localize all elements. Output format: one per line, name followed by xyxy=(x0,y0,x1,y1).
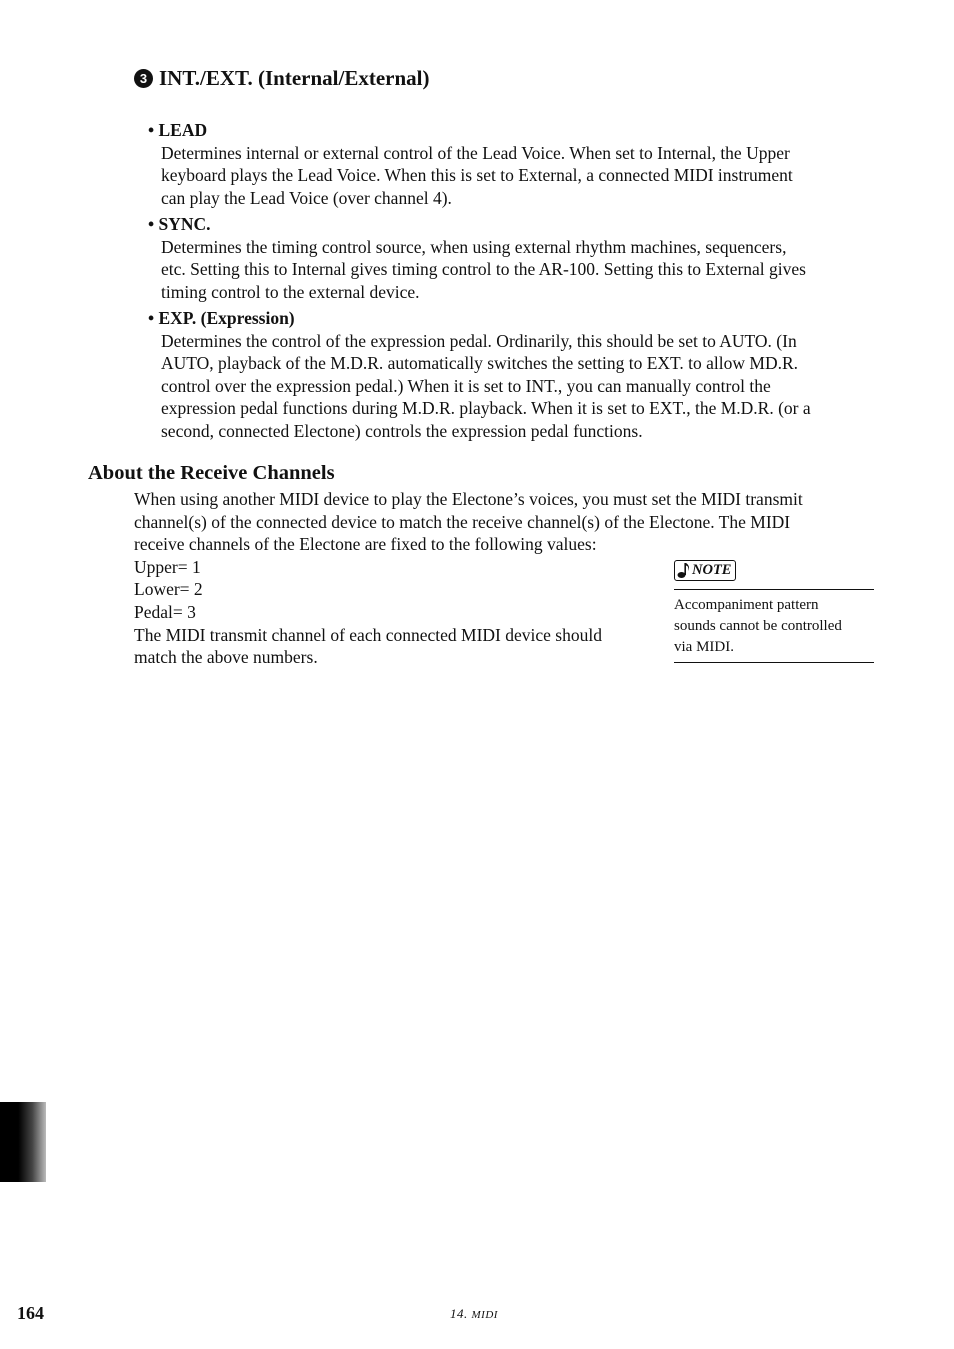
note-line: via MIDI. xyxy=(674,639,734,655)
section-heading xyxy=(134,66,429,91)
bullet-body xyxy=(148,142,888,210)
body-line: match the above numbers. xyxy=(134,647,318,668)
bullet-line: Determines the timing control source, when using external rhythm machines, sequencers, xyxy=(161,236,787,257)
body-line: channel(s) of the connected device to match the receive channel(s) of the Electone. The MIDI xyxy=(134,511,791,532)
bullet-title: • SYNC. xyxy=(148,214,211,234)
bullet-line: second, connected Electone) controls the expression pedal functions. xyxy=(161,420,643,441)
footer-chapter xyxy=(450,1306,498,1322)
bullet-title: • EXP. (Expression) xyxy=(148,308,295,328)
bullet-line: AUTO, playback of the M.D.R. automatically switches the setting to EXT. to allow MD.R. xyxy=(161,353,799,374)
bullet-body xyxy=(148,330,888,443)
note-label xyxy=(674,560,736,581)
body-line: The MIDI transmit channel of each connected MIDI device should xyxy=(134,624,602,645)
bullet-line: control over the expression pedal.) When it is set to INT., you can manually control the xyxy=(161,375,771,396)
bullet-exp xyxy=(148,307,888,443)
note-box xyxy=(674,560,874,663)
receive-channels-heading: About the Receive Channels xyxy=(88,462,335,484)
section-number-badge: 3 xyxy=(134,69,153,88)
channel-pedal: Pedal= 3 xyxy=(134,601,196,622)
bullet-line: etc. Setting this to Internal gives timing control to the AR-100. Setting this to External gives xyxy=(161,259,806,280)
bullet-line: Determines the control of the expression pedal. Ordinarily, this should be set to AUTO. (In xyxy=(161,330,797,351)
chapter-thumb-tab xyxy=(0,1102,46,1182)
bullet-body xyxy=(148,236,888,304)
note-divider-bottom xyxy=(674,662,874,663)
chapter-number: 14. xyxy=(450,1306,468,1321)
page-number: 164 xyxy=(17,1303,44,1323)
music-note-icon xyxy=(677,562,691,579)
bullet-line: Determines internal or external control of the Lead Voice. When set to Internal, the Upper xyxy=(161,142,790,163)
bullet-line: expression pedal functions during M.D.R. playback. When it is set to EXT., the M.D.R. (or a xyxy=(161,398,811,419)
body-line: receive channels of the Electone are fixed to the following values: xyxy=(134,534,597,555)
channel-lower: Lower= 2 xyxy=(134,579,203,600)
bullet-line: keyboard plays the Lead Voice. When this is set to External, a connected MIDI instrument xyxy=(161,165,793,186)
note-label-text: NOTE xyxy=(692,562,732,578)
bullet-lead xyxy=(148,119,888,209)
note-line: Accompaniment pattern xyxy=(674,597,819,613)
chapter-name: MIDI xyxy=(471,1309,498,1321)
note-text xyxy=(674,590,874,662)
bullet-line: timing control to the external device. xyxy=(161,281,420,302)
bullet-line: can play the Lead Voice (over channel 4). xyxy=(161,187,452,208)
section-title: INT./EXT. (Internal/External) xyxy=(159,66,430,90)
body-line: When using another MIDI device to play the Electone’s voices, you must set the MIDI transmit xyxy=(134,489,803,509)
bullet-title: • LEAD xyxy=(148,120,208,140)
note-line: sounds cannot be controlled xyxy=(674,618,842,634)
bullet-sync xyxy=(148,213,888,303)
channel-upper: Upper= 1 xyxy=(134,556,201,577)
